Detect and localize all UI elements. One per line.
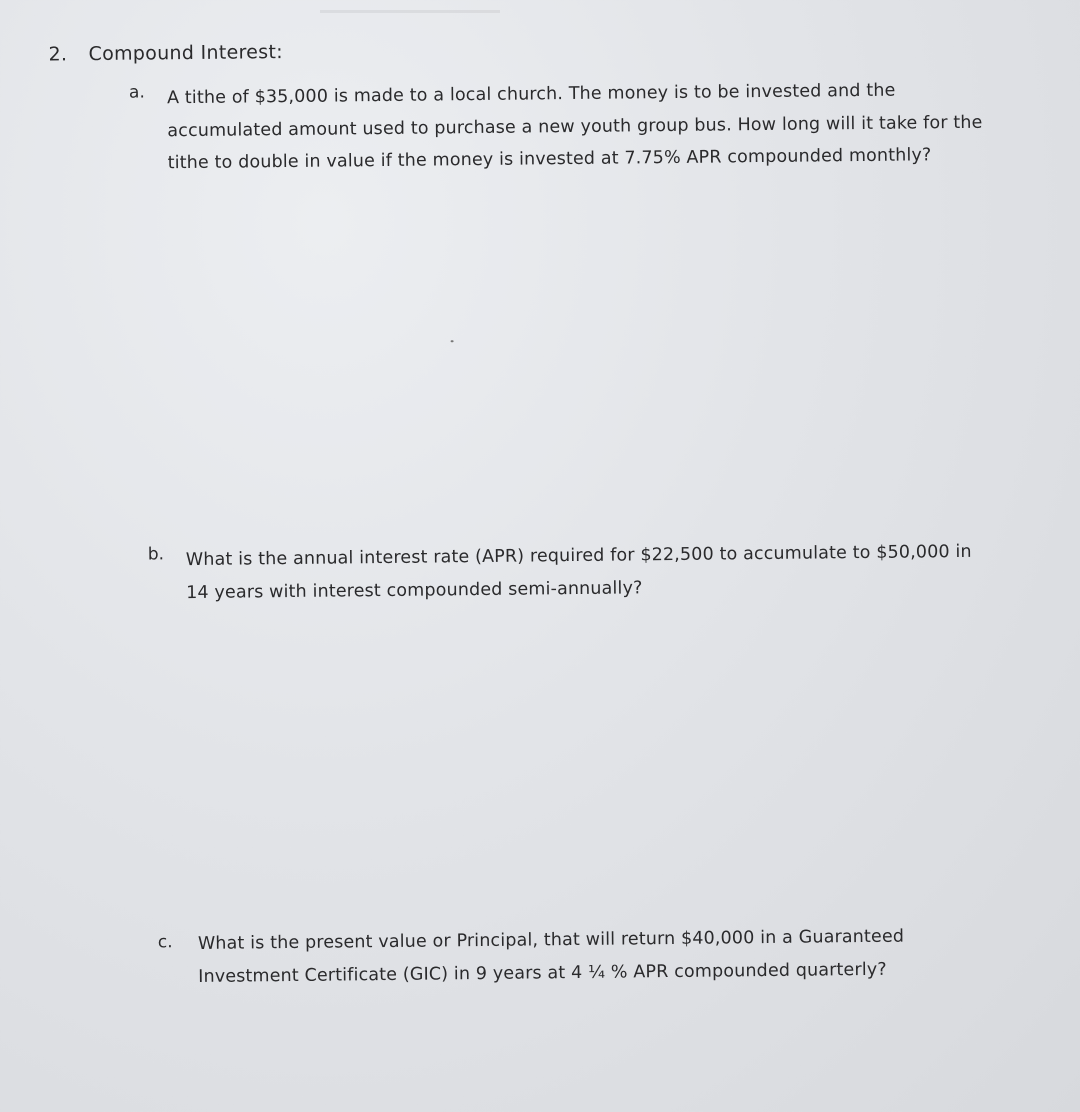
question-number: 2. [48, 43, 68, 66]
part-c-label: c. [157, 932, 173, 953]
question-title: Compound Interest: [88, 41, 283, 66]
pencil-mark [451, 340, 454, 342]
part-b-label: b. [147, 544, 165, 565]
part-c-question: What is the present value or Principal, that will return $40,000 in a Guaranteed Investment Certificate (GIC) in 9 years at 4 ¼ % APR compounded quarterly? [197, 926, 905, 987]
part-a-label: a. [128, 82, 145, 103]
part-b-question: What is the annual interest rate (APR) required for $22,500 to accumulate to $50,000 in 14 years with interest compounded semi-annually? [185, 541, 972, 603]
part-a-question: A tithe of $35,000 is made to a local church. The money is to be invested and the accumulated amount used to purchase a new youth group bus. How long will it take for the tithe to double in value if the money is invested at 7.75% APR compounded monthly? [166, 80, 983, 174]
